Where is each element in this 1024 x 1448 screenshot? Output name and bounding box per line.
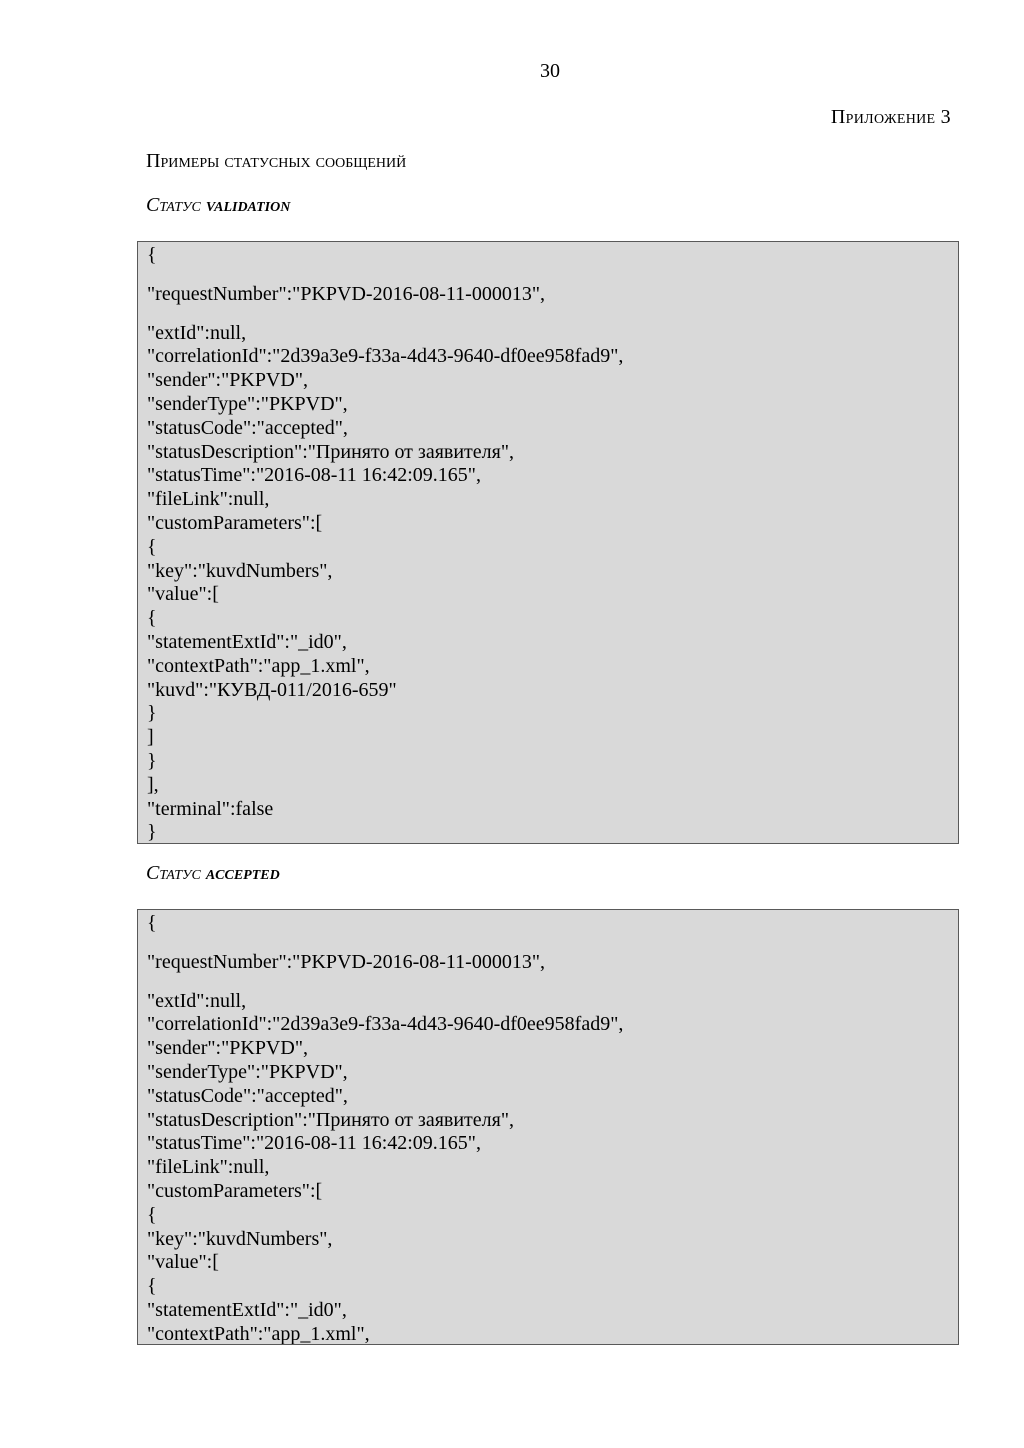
- status-heading-word: accepted: [205, 862, 280, 884]
- code-line: "contextPath":"app_1.xml",: [147, 1322, 370, 1345]
- code-line: {: [147, 1275, 157, 1298]
- code-line: "requestNumber":"PKPVD-2016-08-11-000013",: [147, 282, 545, 305]
- code-line: "statusDescription":"Принято от заявителя",: [147, 440, 515, 463]
- code-line: "correlationId":"2d39a3e9-f33a-4d43-9640-df0ee958fad9",: [147, 345, 624, 368]
- code-line: "extId":null,: [147, 989, 247, 1012]
- code-line: "statusDescription":"Принято от заявителя",: [147, 1108, 515, 1131]
- code-line: "key":"kuvdNumbers",: [147, 559, 333, 582]
- status-heading-validation: [146, 194, 290, 217]
- code-line: "requestNumber":"PKPVD-2016-08-11-000013",: [147, 950, 545, 973]
- code-line: "senderType":"PKPVD",: [147, 392, 348, 415]
- code-line: "kuvd":"КУВД-011/2016-659": [147, 678, 397, 701]
- code-line: ],: [147, 773, 159, 796]
- code-line: "key":"kuvdNumbers",: [147, 1227, 333, 1250]
- code-line: "customParameters":[: [147, 511, 323, 534]
- code-line: {: [147, 912, 157, 934]
- code-line: "sender":"PKPVD",: [147, 1037, 308, 1060]
- code-line: "statementExtId":"_id0",: [147, 1298, 347, 1321]
- code-line: {: [147, 1203, 157, 1226]
- code-line: "customParameters":[: [147, 1179, 323, 1202]
- code-line: "value":[: [147, 1251, 219, 1274]
- code-line: {: [147, 535, 157, 558]
- code-line: "statementExtId":"_id0",: [147, 630, 347, 653]
- status-heading-word: validation: [205, 194, 291, 216]
- page-number: 30: [540, 60, 560, 82]
- status-heading-prefix: Статус: [146, 194, 206, 216]
- code-line: "extId":null,: [147, 321, 247, 344]
- code-line: "sender":"PKPVD",: [147, 369, 308, 392]
- code-block-validation: [137, 241, 959, 844]
- code-line: ]: [147, 726, 154, 749]
- code-line: {: [147, 244, 157, 266]
- code-line: "terminal":false: [147, 797, 274, 820]
- code-line: "fileLink":null,: [147, 1156, 270, 1179]
- code-line: "contextPath":"app_1.xml",: [147, 654, 370, 677]
- code-line: "value":[: [147, 583, 219, 606]
- status-heading-accepted: [146, 862, 280, 885]
- code-line: "statusCode":"accepted",: [147, 1084, 348, 1107]
- code-line: "correlationId":"2d39a3e9-f33a-4d43-9640-df0ee958fad9",: [147, 1013, 624, 1036]
- code-line: "statusTime":"2016-08-11 16:42:09.165",: [147, 464, 481, 487]
- code-line: "statusTime":"2016-08-11 16:42:09.165",: [147, 1132, 481, 1155]
- code-line: }: [147, 821, 157, 844]
- appendix-label: Приложение 3: [830, 106, 951, 128]
- code-line: }: [147, 702, 157, 725]
- code-block-accepted: [137, 909, 959, 1345]
- status-heading-prefix: Статус: [146, 862, 206, 884]
- code-line: "fileLink":null,: [147, 488, 270, 511]
- code-line: }: [147, 749, 157, 772]
- section-heading: Примеры статусных сообщений: [146, 150, 407, 172]
- code-line: "statusCode":"accepted",: [147, 416, 348, 439]
- code-line: {: [147, 607, 157, 630]
- code-line: "senderType":"PKPVD",: [147, 1060, 348, 1083]
